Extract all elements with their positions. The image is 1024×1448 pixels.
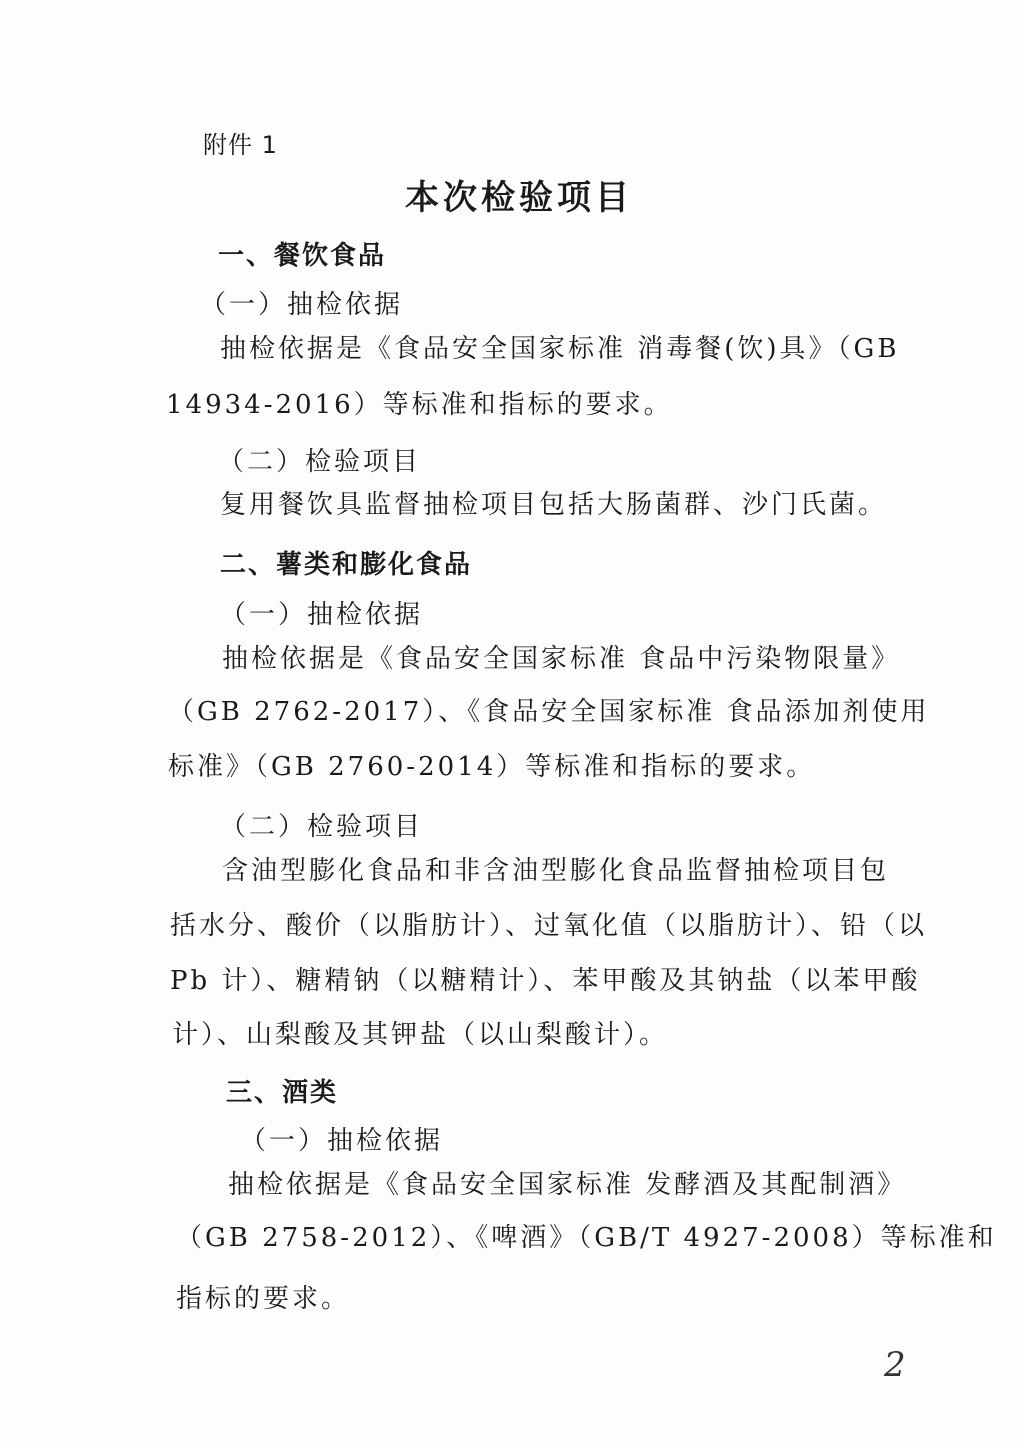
section-3-sub1-text-2: （GB 2758-2012）、《啤酒》（GB/T 4927-2008）等标准和 xyxy=(176,1223,997,1253)
section-2-sub2-heading: （二）检验项目 xyxy=(220,812,424,842)
section-1-sub1-heading: （一）抽检依据 xyxy=(200,290,404,320)
section-2-sub2-text-2: 括水分、酸价（以脂肪计）、过氧化值（以脂肪计）、铅（以 xyxy=(170,911,928,941)
page-title: 本次检验项目 xyxy=(405,178,633,218)
section-3-sub1-text-1: 抽检依据是《食品安全国家标准 发酵酒及其配制酒》 xyxy=(228,1170,907,1200)
section-3-heading: 三、酒类 xyxy=(226,1078,339,1108)
page-number: 2 xyxy=(884,1345,906,1385)
attachment-label: 附件 1 xyxy=(203,131,278,159)
section-1-sub1-text-1: 抽检依据是《食品安全国家标准 消毒餐(饮)具》（GB xyxy=(220,334,900,364)
section-2-sub1-text-2: （GB 2762-2017）、《食品安全国家标准 食品添加剂使用 xyxy=(168,697,930,727)
section-1-sub2-text-1: 复用餐饮具监督抽检项目包括大肠菌群、沙门氏菌。 xyxy=(220,490,888,520)
section-1-sub1-text-2: 14934-2016）等标准和指标的要求。 xyxy=(166,390,673,420)
section-2-sub1-text-3: 标准》（GB 2760-2014）等标准和指标的要求。 xyxy=(168,752,816,782)
section-2-sub1-heading: （一）抽检依据 xyxy=(220,600,424,630)
section-2-sub2-text-3: Pb 计）、糖精钠（以糖精计）、苯甲酸及其钠盐（以苯甲酸 xyxy=(170,966,921,996)
section-1-sub2-heading: （二）检验项目 xyxy=(218,447,422,477)
section-3-sub1-heading: （一）抽检依据 xyxy=(240,1126,444,1156)
section-2-heading: 二、薯类和膨化食品 xyxy=(220,550,473,580)
section-1-heading: 一、餐饮食品 xyxy=(218,241,387,271)
section-2-sub2-text-4: 计）、山梨酸及其钾盐（以山梨酸计）。 xyxy=(172,1020,669,1050)
section-2-sub2-text-1: 含油型膨化食品和非含油型膨化食品监督抽检项目包 xyxy=(222,856,890,886)
section-2-sub1-text-1: 抽检依据是《食品安全国家标准 食品中污染物限量》 xyxy=(222,644,901,674)
section-3-sub1-text-3: 指标的要求。 xyxy=(176,1284,351,1314)
